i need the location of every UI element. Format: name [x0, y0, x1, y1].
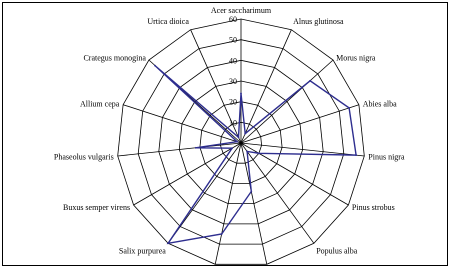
series-line-1: [155, 66, 356, 244]
tick-label-30: 30: [229, 77, 237, 86]
data-point-14: [154, 65, 156, 67]
radar-series: [154, 65, 357, 245]
data-point-12: [195, 147, 197, 149]
category-label-5: Pinus nigra: [368, 152, 405, 162]
data-point-13: [236, 141, 238, 143]
category-label-13: Allium cepa: [79, 99, 120, 109]
category-label-2: Alnus glutinosa: [293, 17, 344, 27]
data-point-7: [246, 151, 248, 153]
data-point-4: [348, 107, 350, 109]
category-label-10: Salix purpurea: [118, 246, 166, 256]
data-point-9: [221, 233, 223, 235]
spoke-3: [241, 60, 333, 143]
data-point-8: [250, 191, 252, 193]
tick-label-50: 50: [229, 35, 237, 45]
data-point-15: [238, 136, 240, 138]
data-point-1: [240, 93, 242, 95]
data-point-11: [231, 147, 233, 149]
category-label-15: Urtica dioica: [147, 17, 189, 27]
category-label-4: Abies alba: [362, 99, 397, 109]
data-point-3: [309, 80, 311, 82]
tick-label-20: 20: [229, 97, 237, 107]
radar-tick-labels: [229, 15, 237, 127]
data-point-2: [244, 133, 246, 135]
category-label-6: Pinus strobus: [351, 203, 395, 212]
data-point-5: [355, 154, 357, 156]
data-point-6: [258, 152, 260, 154]
data-point-10: [167, 242, 169, 244]
category-label-14: Crategus monogina: [83, 53, 146, 63]
tick-label-10: 10: [229, 118, 237, 128]
radar-grid: [118, 19, 365, 264]
category-label-12: Phaseolus vulgaris: [53, 152, 114, 162]
category-label-1: Acer saccharimum: [210, 6, 272, 15]
tick-label-60: 60: [229, 15, 237, 24]
category-label-3: Morus nigra: [336, 53, 376, 63]
category-label-7: Populus alba: [316, 246, 358, 256]
category-label-11: Buxus semper virens: [62, 203, 131, 212]
spoke-2: [241, 30, 291, 143]
tick-label-40: 40: [229, 56, 237, 66]
spoke-4: [241, 105, 359, 143]
radar-category-labels: [54, 6, 405, 269]
